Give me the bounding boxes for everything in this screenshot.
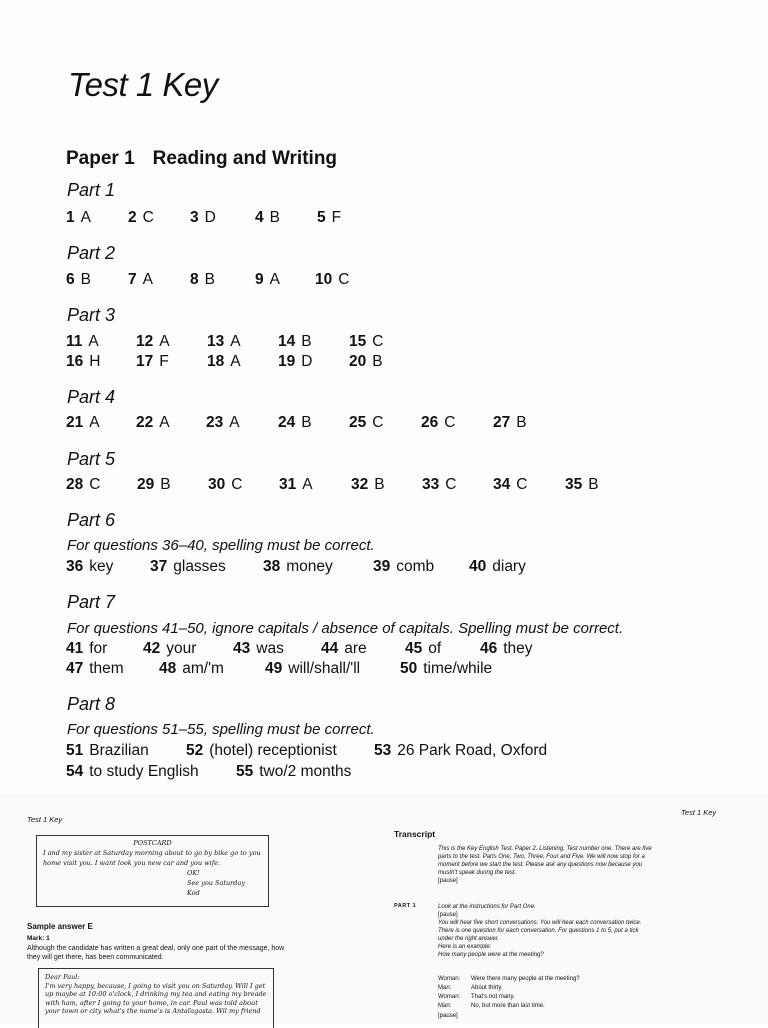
answer-value: 26 Park Road, Oxford <box>397 742 548 759</box>
answer-item <box>66 742 149 760</box>
mark-label: Mark: 1 <box>27 935 50 942</box>
transcript-line: mustn't speak during the test. <box>438 870 517 876</box>
answer-item <box>233 640 284 658</box>
answer-value: A <box>230 333 241 350</box>
question-number: 53 <box>374 742 392 759</box>
answer-value: will/shall/'ll <box>288 660 361 677</box>
question-number: 22 <box>136 414 154 431</box>
answer-item <box>315 271 349 289</box>
answer-value: money <box>286 558 333 575</box>
part-8-instruction: For questions 51–55, spelling must be correct. <box>67 721 375 738</box>
answer-item <box>128 271 153 289</box>
transcript-line: moment before we start the test. Please ask any questions now because you <box>438 862 643 868</box>
question-number: 29 <box>137 476 155 493</box>
postcard-sample <box>36 835 269 907</box>
question-number: 32 <box>351 476 369 493</box>
answer-item <box>190 209 216 227</box>
transcript-line: You will hear five short conversations. You will hear each conversation twice. <box>438 920 642 926</box>
answer-item <box>279 476 313 494</box>
answer-value: A <box>80 209 91 226</box>
answer-value: glasses <box>173 558 226 575</box>
answer-value: of <box>428 640 442 657</box>
part-6-instruction: For questions 36–40, spelling must be correct. <box>67 537 375 554</box>
answer-item <box>66 333 99 351</box>
part-1-heading: Part 1 <box>67 180 116 200</box>
answer-value: B <box>80 271 91 288</box>
question-number: 8 <box>190 271 199 288</box>
answer-value: A <box>159 414 170 431</box>
answer-value: to study English <box>89 763 199 780</box>
answer-item <box>159 660 224 678</box>
question-number: 25 <box>349 414 367 431</box>
answer-value: for <box>89 640 108 657</box>
answer-value: D <box>301 353 313 370</box>
question-number: 34 <box>493 476 511 493</box>
dialogue-line <box>438 994 515 1000</box>
answer-item <box>349 353 383 371</box>
speech: Were there many people at the meeting? <box>471 976 580 982</box>
question-number: 11 <box>66 333 83 350</box>
question-number: 37 <box>150 558 168 575</box>
answer-value: H <box>89 353 101 370</box>
answer-item <box>136 353 169 371</box>
postcard-line: home visit you. I want look you new car and you wife. <box>43 859 221 867</box>
question-number: 46 <box>480 640 498 657</box>
question-number: 5 <box>317 209 326 226</box>
answer-item <box>351 476 385 494</box>
answer-value: two/2 months <box>259 763 352 780</box>
answer-item <box>66 763 199 781</box>
answer-value: D <box>204 209 216 226</box>
question-number: 49 <box>265 660 283 677</box>
question-number: 23 <box>206 414 224 431</box>
question-number: 1 <box>66 209 75 226</box>
question-number: 17 <box>136 353 154 370</box>
letter-sample <box>38 968 274 1028</box>
question-number: 55 <box>236 763 254 780</box>
answer-item <box>143 640 196 658</box>
question-number: 30 <box>208 476 226 493</box>
question-number: 47 <box>66 660 84 677</box>
dialogue-line <box>438 985 503 991</box>
question-number: 6 <box>66 271 75 288</box>
answer-value: A <box>302 476 313 493</box>
question-number: 16 <box>66 353 84 370</box>
question-number: 27 <box>493 414 511 431</box>
part-8-heading: Part 8 <box>67 694 116 714</box>
answer-item <box>317 209 341 227</box>
transcript-part1 <box>438 903 641 959</box>
answer-item <box>373 558 434 576</box>
answer-item <box>265 660 360 678</box>
answer-value: C <box>142 209 154 226</box>
transcript-part-label: PART 1 <box>394 903 417 909</box>
question-number: 50 <box>400 660 418 677</box>
answer-value: was <box>256 640 284 657</box>
answer-item <box>206 414 240 432</box>
answer-value: them <box>89 660 124 677</box>
answer-value: your <box>166 640 197 657</box>
question-number: 51 <box>66 742 84 759</box>
answer-value: diary <box>492 558 526 575</box>
answer-item <box>136 333 170 351</box>
question-number: 28 <box>66 476 84 493</box>
question-number: 44 <box>321 640 339 657</box>
answer-item <box>321 640 367 658</box>
answer-value: A <box>230 353 241 370</box>
answer-value: B <box>269 209 280 226</box>
question-number: 54 <box>66 763 84 780</box>
question-number: 10 <box>315 271 333 288</box>
answer-item <box>493 476 527 494</box>
question-number: 15 <box>349 333 367 350</box>
transcript-line: Look at the instructions for Part One. <box>438 904 536 910</box>
speaker: Woman: <box>438 976 461 982</box>
answer-value: key <box>89 558 114 575</box>
answer-value: Brazilian <box>89 742 149 759</box>
answer-value: am/'m <box>182 660 224 677</box>
left-page-header: Test 1 Key <box>27 815 63 824</box>
answer-value: A <box>89 414 100 431</box>
answer-value: C <box>516 476 528 493</box>
answer-item <box>349 414 383 432</box>
answer-value: A <box>229 414 240 431</box>
answer-value: B <box>301 414 312 431</box>
question-number: 33 <box>422 476 440 493</box>
answer-value: A <box>269 271 280 288</box>
question-number: 7 <box>128 271 137 288</box>
question-number: 40 <box>469 558 487 575</box>
answer-item <box>255 271 280 289</box>
answer-item <box>66 640 107 658</box>
postcard-title: POSTCARD <box>133 839 172 847</box>
answer-item <box>374 742 547 760</box>
question-number: 31 <box>279 476 297 493</box>
answer-item <box>137 476 171 494</box>
answer-value: F <box>331 209 342 226</box>
answer-item <box>128 209 154 227</box>
question-number: 19 <box>278 353 296 370</box>
answer-item <box>405 640 441 658</box>
part-7-instruction: For questions 41–50, ignore capitals / absence of capitals. Spelling must be correct. <box>67 620 624 637</box>
answer-item <box>66 414 100 432</box>
transcript-line: parts to the test. Parts One, Two, Three, Four and Five. We will now stop for a <box>438 854 645 860</box>
answer-item <box>421 414 455 432</box>
letter-line: your town or city what's the name's is Antaľagasta. Wil my friend <box>45 1007 261 1015</box>
question-number: 52 <box>186 742 204 759</box>
answer-value: B <box>204 271 215 288</box>
answer-item <box>493 414 527 432</box>
question-number: 24 <box>278 414 296 431</box>
letter-line: up maybe at 10:00 o'clock, I drinking my tea and eating my breade <box>45 990 267 998</box>
answer-value: B <box>588 476 599 493</box>
answer-item <box>278 353 312 371</box>
pause-marker: [pause] <box>438 912 458 918</box>
answer-item <box>278 333 312 351</box>
answer-item <box>66 476 100 494</box>
answer-value: (hotel) receptionist <box>209 742 337 759</box>
postcard-line: See you Saturday <box>187 879 245 887</box>
pause-marker: [pause] <box>438 878 458 884</box>
answer-value: A <box>142 271 153 288</box>
transcript-intro <box>438 845 652 885</box>
part-3-heading: Part 3 <box>67 305 116 325</box>
answer-item <box>186 742 337 760</box>
postcard-line: I and my sister at Saturday morning about to go by bike go to you <box>43 849 261 857</box>
question-number: 12 <box>136 333 154 350</box>
answer-item <box>255 209 280 227</box>
transcript-line: under the right answer. <box>438 936 500 942</box>
page-title: Test 1 Key <box>68 66 218 103</box>
letter-line: with ham, after I going to your home, in car. Paul was told about <box>45 998 258 1007</box>
answer-item <box>150 558 226 576</box>
transcript-line: Here is an example: <box>438 944 492 950</box>
answer-value: B <box>374 476 385 493</box>
answer-value: they <box>503 640 533 657</box>
pause-marker: [pause] <box>438 1013 458 1019</box>
question-number: 9 <box>255 271 264 288</box>
answer-value: C <box>372 333 384 350</box>
question-number: 3 <box>190 209 199 226</box>
answer-value: F <box>159 353 169 370</box>
part-5-heading: Part 5 <box>67 449 116 469</box>
paper-heading <box>66 148 337 170</box>
question-number: 20 <box>349 353 367 370</box>
dialogue-line <box>438 1003 545 1009</box>
answer-value: are <box>344 640 367 657</box>
postcard-line: Kod <box>187 889 200 897</box>
answer-value: B <box>301 333 312 350</box>
speech: No, but more than last time. <box>471 1003 545 1009</box>
answer-value: A <box>159 333 170 350</box>
question-number: 21 <box>66 414 84 431</box>
transcript-line: This is the Key English Test. Paper 2. Listening. Test number one. There are five <box>438 846 652 852</box>
part-2-heading: Part 2 <box>67 243 116 263</box>
right-page-header: Test 1 Key <box>681 808 717 817</box>
question-number: 48 <box>159 660 177 677</box>
question-number: 38 <box>263 558 281 575</box>
dialogue-line <box>438 976 580 982</box>
answer-value: C <box>372 414 384 431</box>
answer-value: B <box>516 414 527 431</box>
transcript-line: There is one question for each conversation. For questions 1 to 5, put a tick <box>438 928 639 934</box>
answer-item <box>66 660 124 678</box>
question-number: 39 <box>373 558 391 575</box>
answer-value: comb <box>396 558 435 575</box>
answer-value: A <box>88 333 99 350</box>
speaker: Man: <box>438 985 452 991</box>
paper-name: Reading and Writing <box>152 148 338 169</box>
part-4-heading: Part 4 <box>67 387 116 407</box>
answer-item <box>208 476 242 494</box>
transcript-line: How many people were at the meeting? <box>438 952 544 958</box>
question-number: 35 <box>565 476 583 493</box>
question-number: 36 <box>66 558 84 575</box>
answer-item <box>66 353 100 371</box>
answer-value: B <box>372 353 383 370</box>
answer-item <box>565 476 599 494</box>
question-number: 4 <box>255 209 264 226</box>
question-number: 26 <box>421 414 439 431</box>
speech: About thirty. <box>471 985 503 991</box>
question-number: 14 <box>278 333 296 350</box>
speech: That's not many. <box>471 994 515 1000</box>
answer-item <box>469 558 526 576</box>
answer-item <box>207 333 241 351</box>
letter-line: Dear Paul: <box>45 973 80 981</box>
postcard-line: OK! <box>187 869 200 877</box>
answer-item <box>236 763 351 781</box>
speaker: Man: <box>438 1003 452 1009</box>
answer-value: time/while <box>423 660 493 677</box>
question-number: 45 <box>405 640 423 657</box>
answer-value: C <box>89 476 101 493</box>
paper-label: Paper 1 <box>66 148 135 169</box>
question-number: 18 <box>207 353 225 370</box>
answer-value: B <box>160 476 171 493</box>
question-number: 42 <box>143 640 161 657</box>
answer-item <box>263 558 333 576</box>
speaker: Woman: <box>438 994 461 1000</box>
part-6-heading: Part 6 <box>67 510 116 530</box>
question-number: 41 <box>66 640 84 657</box>
answer-item <box>480 640 533 658</box>
answer-item <box>66 209 91 227</box>
sample-heading: Sample answer E <box>27 922 93 931</box>
mark-note: Although the candidate has written a great deal, only one part of the message, how they will get there, has been communicated. <box>27 945 285 961</box>
answer-item <box>422 476 456 494</box>
question-number: 43 <box>233 640 251 657</box>
answer-item <box>400 660 492 678</box>
answer-item <box>66 271 91 289</box>
answer-value: C <box>445 476 457 493</box>
answer-item <box>349 333 383 351</box>
answer-item <box>190 271 215 289</box>
question-number: 2 <box>128 209 137 226</box>
answer-value: C <box>338 271 350 288</box>
answer-item <box>278 414 312 432</box>
answer-item <box>207 353 241 371</box>
answer-item <box>136 414 170 432</box>
transcript-heading: Transcript <box>394 829 436 839</box>
part-7-heading: Part 7 <box>67 592 116 612</box>
answer-item <box>66 558 113 576</box>
letter-line: I'm very happy, because, I going to visit you on Saturday. Will I get <box>45 981 266 990</box>
answer-value: C <box>231 476 243 493</box>
question-number: 13 <box>207 333 225 350</box>
answer-value: C <box>444 414 456 431</box>
